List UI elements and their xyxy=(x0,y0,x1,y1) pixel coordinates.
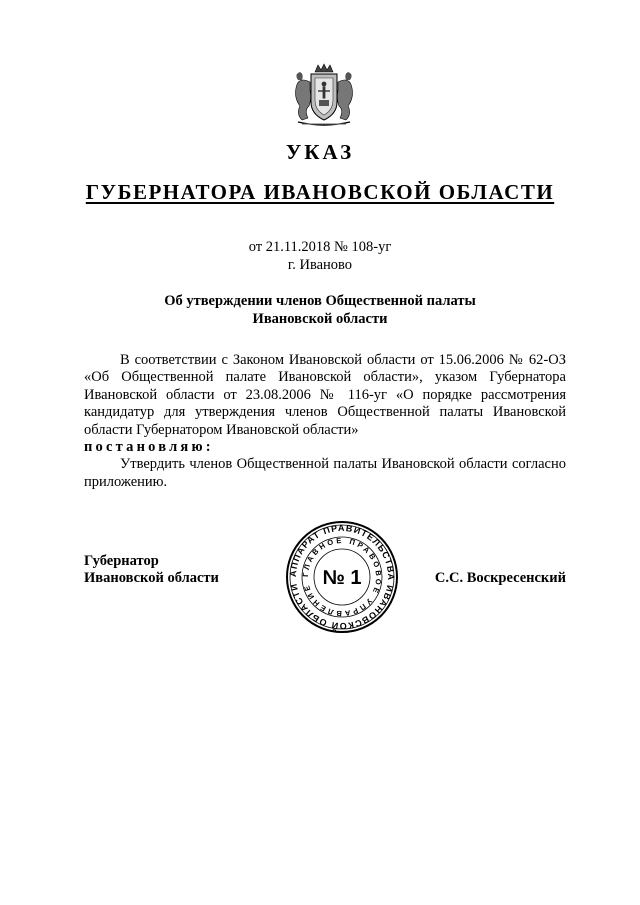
signatory-title-line-2: Ивановской области xyxy=(84,570,219,586)
document-type-heading: УКАЗ xyxy=(285,140,355,164)
decree-body xyxy=(84,352,566,491)
body-paragraph-resolution: Утвердить членов Общественной палаты Ивановской области согласно приложению. xyxy=(84,456,566,490)
body-paragraph-preamble: В соответствии с Законом Ивановской области от 15.06.2006 № 62-ОЗ «Об Общественной палате Ивановской области», указом Губернатора Ивановской области от 23.08.2006 № 116-уг «О порядке рассмотрения кандидатур для утверждения членов Общественной палаты Ивановской области Губернатором Ивановской области» xyxy=(84,352,566,438)
signatory-title-line-1: Губернатор xyxy=(84,553,159,569)
seal-inner-text: ГЛАВНОЕ ПРАВОВОЕ УПРАВЛЕНИЕ xyxy=(300,535,384,619)
signatory-title xyxy=(84,553,219,587)
decree-subject xyxy=(0,292,640,328)
decree-word-paragraph xyxy=(84,439,566,456)
issuer-heading: ГУБЕРНАТОРА ИВАНОВСКОЙ ОБЛАСТИ xyxy=(85,180,555,204)
signatory-name: С.С. Воскресенский xyxy=(434,570,566,586)
coat-of-arms-icon xyxy=(288,62,360,128)
decree-city: г. Иваново xyxy=(287,257,353,273)
seal-number: № 1 xyxy=(322,567,362,589)
official-seal xyxy=(285,520,399,634)
subject-line-1: Об утверждении членов Общественной палаты xyxy=(164,293,476,309)
decree-word: постановляю: xyxy=(84,439,214,456)
subject-line-2: Ивановской области xyxy=(252,311,388,327)
seal-outer-text: АППАРАТ ПРАВИТЕЛЬСТВА ИВАНОВСКОЙ ОБЛАСТИ xyxy=(287,522,397,632)
decree-date-number: от 21.11.2018 № 108-уг xyxy=(248,239,392,255)
